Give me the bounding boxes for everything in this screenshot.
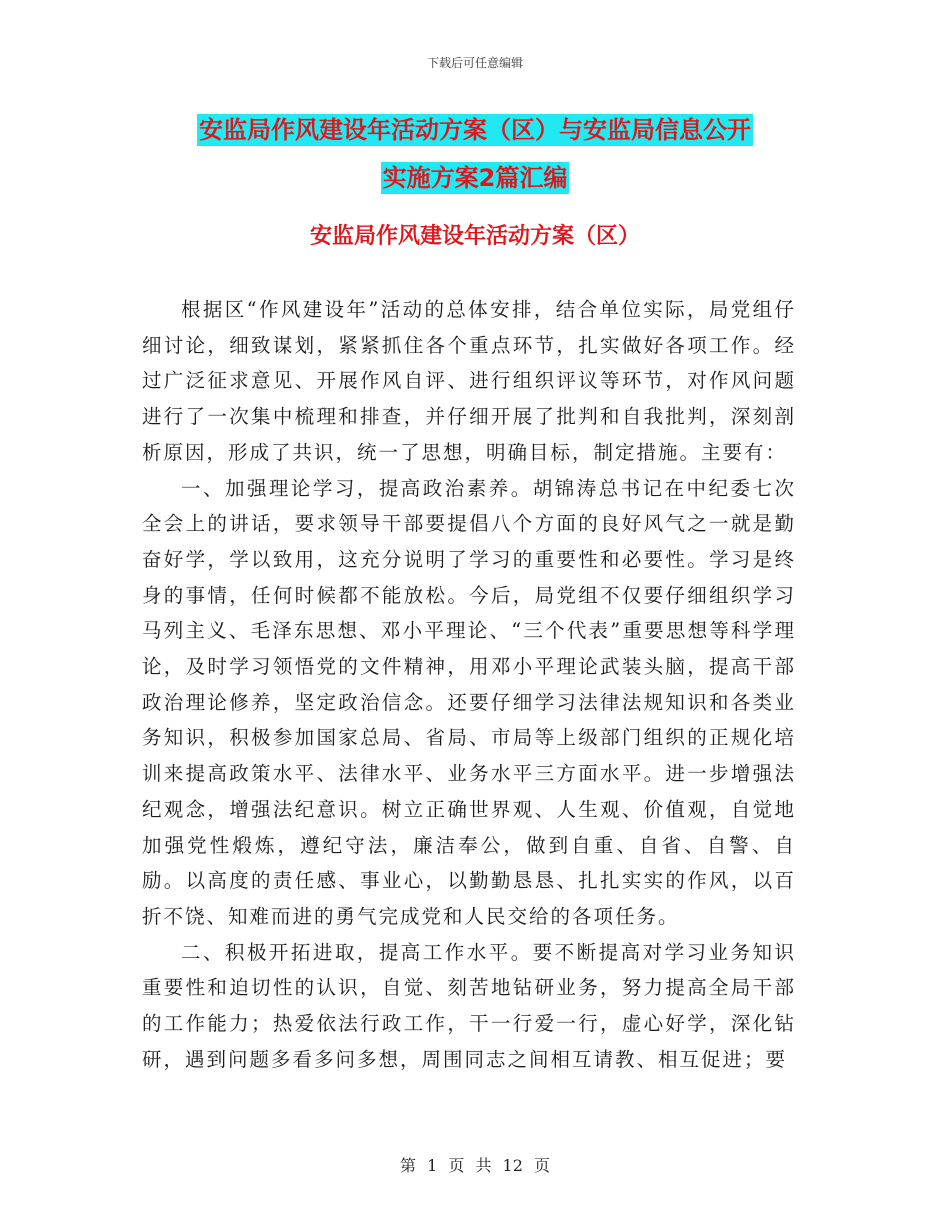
document-title — [100, 106, 850, 202]
title-line-2: 实施方案2篇汇编 — [382, 164, 568, 192]
paragraph-intro: 根据区“作风建设年”活动的总体安排，结合单位实际，局党组仔细讨论，细致谋划，紧紧抓住各个重点环节，扎实做好各项工作。经过广泛征求意见、开展作风自评、进行组织评议等环节，对作风问题进行了一次集中梳理和排查，并仔细开展了批判和自我批判，深刻剖析原因，形成了共识，统一了思想，明确目标，制定措施。主要有： — [142, 298, 796, 464]
header-note: 下载后可任意编辑 — [426, 56, 523, 70]
page-footer: 第 1 页 共 12 页 — [400, 1156, 550, 1175]
paragraph-section-1: 一、加强理论学习，提高政治素养。胡锦涛总书记在中纪委七次全会上的讲话，要求领导干部要提倡八个方面的良好风气之一就是勤奋好学，学以致用，这充分说明了学习的重要性和必要性。学习是终身的事情，任何时候都不能放松。今后，局党组不仅要仔细组织学习马列主义、毛泽东思想、邓小平理论、“三个代表”重要思想等科学理论，及时学习领悟党的文件精神，用邓小平理论武装头脑，提高干部政治理论修养，坚定政治信念。还要仔细学习法律法规知识和各类业务知识，积极参加国家总局、省局、市局等上级部门组织的正规化培训来提高政策水平、法律水平、业务水平三方面水平。进一步增强法纪观念，增强法纪意识。树立正确世界观、人生观、价值观，自觉地加强党性煅炼，遵纪守法，廉洁奉公，做到自重、自省、自警、自励。以高度的责任感、事业心，以勤勤恳恳、扎扎实实的作风，以百折不饶、知难而进的勇气完成党和人民交给的各项任务。 — [142, 476, 796, 928]
section-title: 安监局作风建设年活动方案（区） — [309, 224, 640, 249]
title-line-1: 安监局作风建设年活动方案（区）与安监局信息公开 — [199, 116, 751, 144]
document-body — [142, 292, 796, 1077]
paragraph-section-2: 二、积极开拓进取，提高工作水平。要不断提高对学习业务知识重要性和迫切性的认识，自觉、刻苦地钻研业务，努力提高全局干部的工作能力；热爱依法行政工作，干一行爱一行，虚心好学，深化钻研，遇到问题多看多问多想，周围同志之间相互请教、相互促进；要 — [142, 940, 796, 1071]
